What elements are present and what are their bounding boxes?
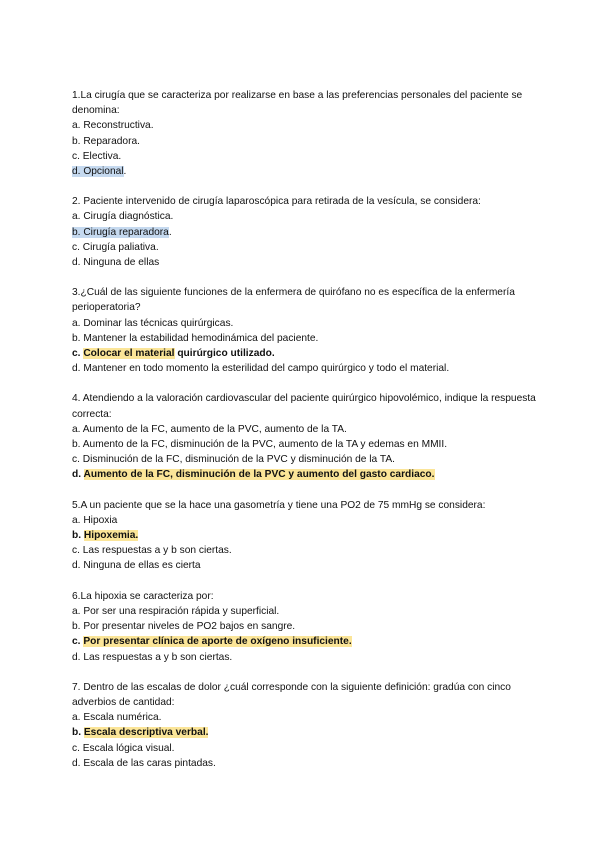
option-text: Por ser una respiración rápida y superficial. [83, 605, 280, 617]
question-2 [72, 194, 540, 270]
option-b [72, 331, 540, 346]
option-prefix: a. [72, 120, 84, 132]
option-prefix: d. [72, 560, 84, 572]
option-prefix: b. [72, 226, 84, 238]
answer-highlight: Aumento de la FC, disminución de la PVC y aumento del gasto cardiaco. [83, 469, 435, 481]
option-a [72, 422, 540, 437]
answer-highlight [72, 166, 124, 177]
answer-highlight: Colocar el material [83, 348, 175, 360]
question-1 [72, 88, 540, 179]
option-d [72, 164, 540, 179]
option-b [72, 725, 540, 740]
option-d [72, 255, 540, 270]
answer-highlight [72, 227, 169, 238]
option-text: Escala numérica. [83, 712, 162, 724]
question-stem: 1.La cirugía que se caracteriza por realizarse en base a las preferencias personales del paciente se denomina: [72, 90, 523, 117]
option-tail: quirúrgico utilizado. [174, 348, 275, 360]
option-prefix: a. [72, 605, 84, 617]
option-c [72, 149, 540, 164]
option-prefix: b. [72, 727, 84, 739]
option-a [72, 710, 540, 725]
option-prefix: d. [72, 651, 84, 663]
option-tail: . [168, 226, 172, 238]
option-prefix: a. [72, 211, 84, 223]
option-a [72, 604, 540, 619]
exam-page [72, 88, 540, 786]
option-text: Electiva. [82, 150, 122, 162]
option-d [72, 361, 540, 376]
option-a [72, 513, 540, 528]
option-b [72, 225, 540, 240]
question-stem: 6.La hipoxia se caracteriza por: [72, 590, 214, 602]
option-b [72, 134, 540, 149]
option-prefix: a. [72, 514, 84, 526]
option-text: Reparadora. [83, 135, 140, 147]
option-prefix: d. [72, 757, 84, 769]
question-stem: 4. Atendiendo a la valoración cardiovascular del paciente quirúrgico hipovolémico, indique la respuesta correcta: [72, 393, 536, 420]
question-6 [72, 589, 540, 665]
question-3 [72, 285, 540, 376]
option-prefix: b. [72, 135, 84, 147]
option-prefix: c. [72, 241, 83, 253]
option-c [72, 346, 540, 361]
question-stem: 3.¿Cuál de las siguiente funciones de la enfermera de quirófano no es específica de la enfermería perioperatoria? [72, 287, 515, 314]
option-text: Aumento de la FC, aumento de la PVC, aumento de la TA. [82, 423, 347, 435]
option-d [72, 756, 540, 771]
option-text: Hipoxia [83, 514, 118, 526]
question-4 [72, 391, 540, 482]
question-stem: 7. Dentro de las escalas de dolor ¿cuál corresponde con la siguiente definición: gradúa con cinco adverbios de cantidad: [72, 681, 511, 708]
option-b [72, 437, 540, 452]
option-a [72, 209, 540, 224]
option-prefix: c. [72, 348, 84, 360]
option-b [72, 528, 540, 543]
option-c [72, 452, 540, 467]
option-prefix: a. [72, 317, 84, 329]
option-prefix: d. [72, 166, 84, 178]
option-c [72, 634, 540, 649]
option-text: Escala lógica visual. [82, 742, 175, 754]
option-c [72, 543, 540, 558]
option-text: Mantener en todo momento la esterilidad del campo quirúrgico y todo el material. [83, 363, 450, 375]
option-prefix: a. [72, 712, 84, 724]
option-prefix: b. [72, 332, 84, 344]
option-d [72, 558, 540, 573]
option-text: Ninguna de ellas [83, 257, 160, 269]
option-prefix: b. [72, 530, 84, 542]
option-c [72, 741, 540, 756]
option-prefix: c. [72, 636, 84, 648]
option-a [72, 316, 540, 331]
option-prefix: a. [72, 423, 83, 435]
option-text: Escala de las caras pintadas. [83, 757, 216, 769]
option-prefix: d. [72, 469, 84, 481]
option-a [72, 118, 540, 133]
option-text: Las respuestas a y b son ciertas. [82, 545, 232, 557]
question-stem: 2. Paciente intervenido de cirugía laparoscópica para retirada de la vesícula, se considera: [72, 196, 481, 208]
option-text: Dominar las técnicas quirúrgicas. [83, 317, 234, 329]
option-prefix: d. [72, 257, 84, 269]
question-stem: 5.A un paciente que se la hace una gasometría y tiene una PO2 de 75 mmHg se considera: [72, 499, 486, 511]
option-text: Cirugía paliativa. [82, 241, 159, 253]
option-prefix: c. [72, 150, 83, 162]
option-text: Opcional [83, 166, 124, 178]
question-5 [72, 498, 540, 574]
option-d [72, 650, 540, 665]
option-prefix: c. [72, 545, 83, 557]
option-prefix: b. [72, 439, 83, 451]
option-prefix: d. [72, 363, 84, 375]
option-text: Por presentar niveles de PO2 bajos en sangre. [83, 621, 296, 633]
option-d [72, 467, 540, 482]
option-text: Las respuestas a y b son ciertas. [83, 651, 233, 663]
answer-highlight: Escala descriptiva verbal. [83, 727, 209, 739]
option-text: Cirugía reparadora [83, 226, 169, 238]
answer-highlight: Por presentar clínica de aporte de oxígeno insuficiente. [83, 636, 352, 648]
option-text: Mantener la estabilidad hemodinámica del paciente. [83, 332, 319, 344]
option-text: Cirugía diagnóstica. [83, 211, 174, 223]
option-tail: . [123, 166, 127, 178]
option-text: Ninguna de ellas es cierta [83, 560, 201, 572]
option-prefix: c. [72, 454, 83, 466]
option-b [72, 619, 540, 634]
option-prefix: b. [72, 621, 84, 633]
answer-highlight: Hipoxemia. [83, 530, 139, 542]
option-text: Disminución de la FC, disminución de la PVC y disminución de la TA. [82, 454, 395, 466]
option-c [72, 240, 540, 255]
question-7 [72, 680, 540, 771]
option-text: Aumento de la FC, disminución de la PVC, aumento de la TA y edemas en MMII. [82, 439, 448, 451]
option-text: Reconstructiva. [83, 120, 154, 132]
option-prefix: c. [72, 742, 83, 754]
